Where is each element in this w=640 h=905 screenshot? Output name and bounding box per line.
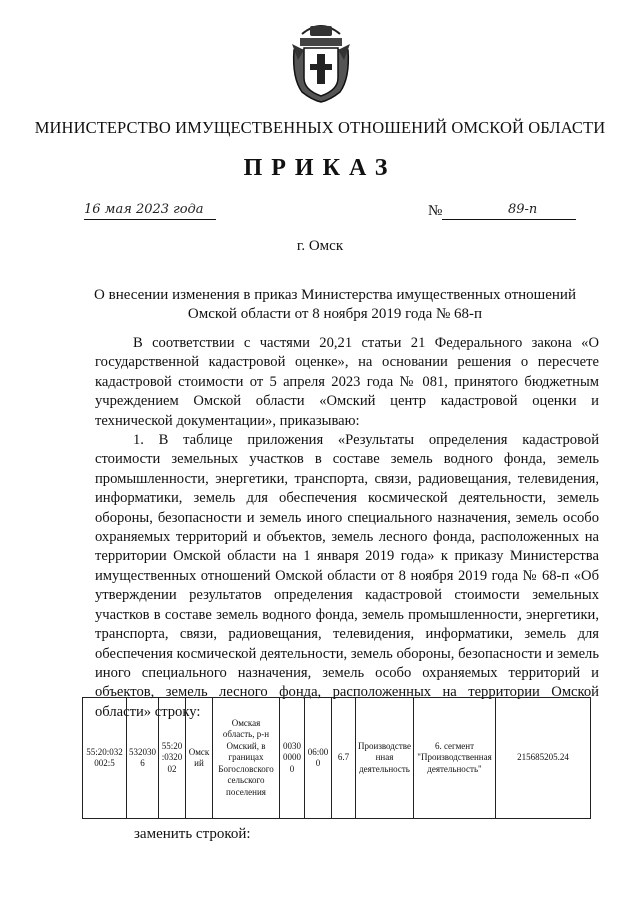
table-row: [83, 698, 591, 819]
ministry-title: МИНИСТЕРСТВО ИМУЩЕСТВЕННЫХ ОТНОШЕНИЙ ОМСКОЙ ОБЛАСТИ: [34, 118, 606, 137]
quarter-cell: 55:20:032002: [159, 698, 186, 819]
cadastral-number-cell: 55:20:032002:5: [83, 698, 127, 819]
cadastral-table-row: [82, 697, 591, 819]
cadastral-value-cell: 215685205.24: [496, 698, 591, 819]
segment-cell: 6. сегмент "Производственная деятельность": [414, 698, 496, 819]
address-cell: Омская область, р-н Омский, в границах Богословского сельского поселения: [213, 698, 280, 819]
use-code-cell: 06:000: [305, 698, 332, 819]
district-cell: Омский: [186, 698, 213, 819]
segment-code-cell: 6.7: [332, 698, 356, 819]
order-subject: О внесении изменения в приказ Министерства имущественных отношений Омской области от 8 ноября 2019 года № 68-п: [94, 287, 576, 322]
activity-cell: Производственная деятельность: [356, 698, 414, 819]
document-type: ПРИКАЗ: [243, 155, 397, 181]
preamble-paragraph: В соответствии с частями 20,21 статьи 21 Федерального закона «О государственной кадастровой оценке», на основании решения о пересчете кадастровой стоимости от 5 апреля 2023 года № 081, принятого бюджетным учреждением Омской области «Омский центр кадастровой оценки и технической документации», приказываю:: [95, 335, 599, 429]
replace-text: заменить строкой:: [134, 826, 251, 842]
number-underline: [442, 219, 576, 220]
id-cell: 5320306: [127, 698, 159, 819]
coat-of-arms-icon: [290, 20, 352, 104]
city: г. Омск: [296, 238, 344, 254]
category-code-cell: 003000000: [280, 698, 305, 819]
order-number: 89-п: [508, 202, 538, 217]
date-underline: [84, 219, 216, 220]
number-sign: №: [428, 203, 443, 219]
order-body: [95, 334, 599, 722]
order-date: 16 мая 2023 года: [84, 202, 204, 217]
item-1-paragraph: 1. В таблице приложения «Результаты определения кадастровой стоимости земельных участков в составе земель водного фонда, земель промышленности, энергетики, транспорта, связи, радиовещания, телевидения, информатики, земель для обеспечения космической деятельности, земель обороны, безопасности и земель иного специального назначения, земель особо охраняемых территорий и объектов, земель лесного фонда, расположенных на территории Омской области на 1 января 2019 года» к приказу Министерства имущественных отношений Омской области от 8 ноября 2019 года № 68-п «Об утверждении результатов определения кадастровой стоимости земельных участков в составе земель водного фонда, земель промышленности, энергетики, транспорта, связи, радиовещания, телевидения, информатики, земель для обеспечения космической деятельности, земель обороны, безопасности и земель иного специального назначения, земель особо охраняемых территорий и объектов, земель лесного фонда, расположенных на территории Омской области» строку:: [95, 432, 599, 720]
